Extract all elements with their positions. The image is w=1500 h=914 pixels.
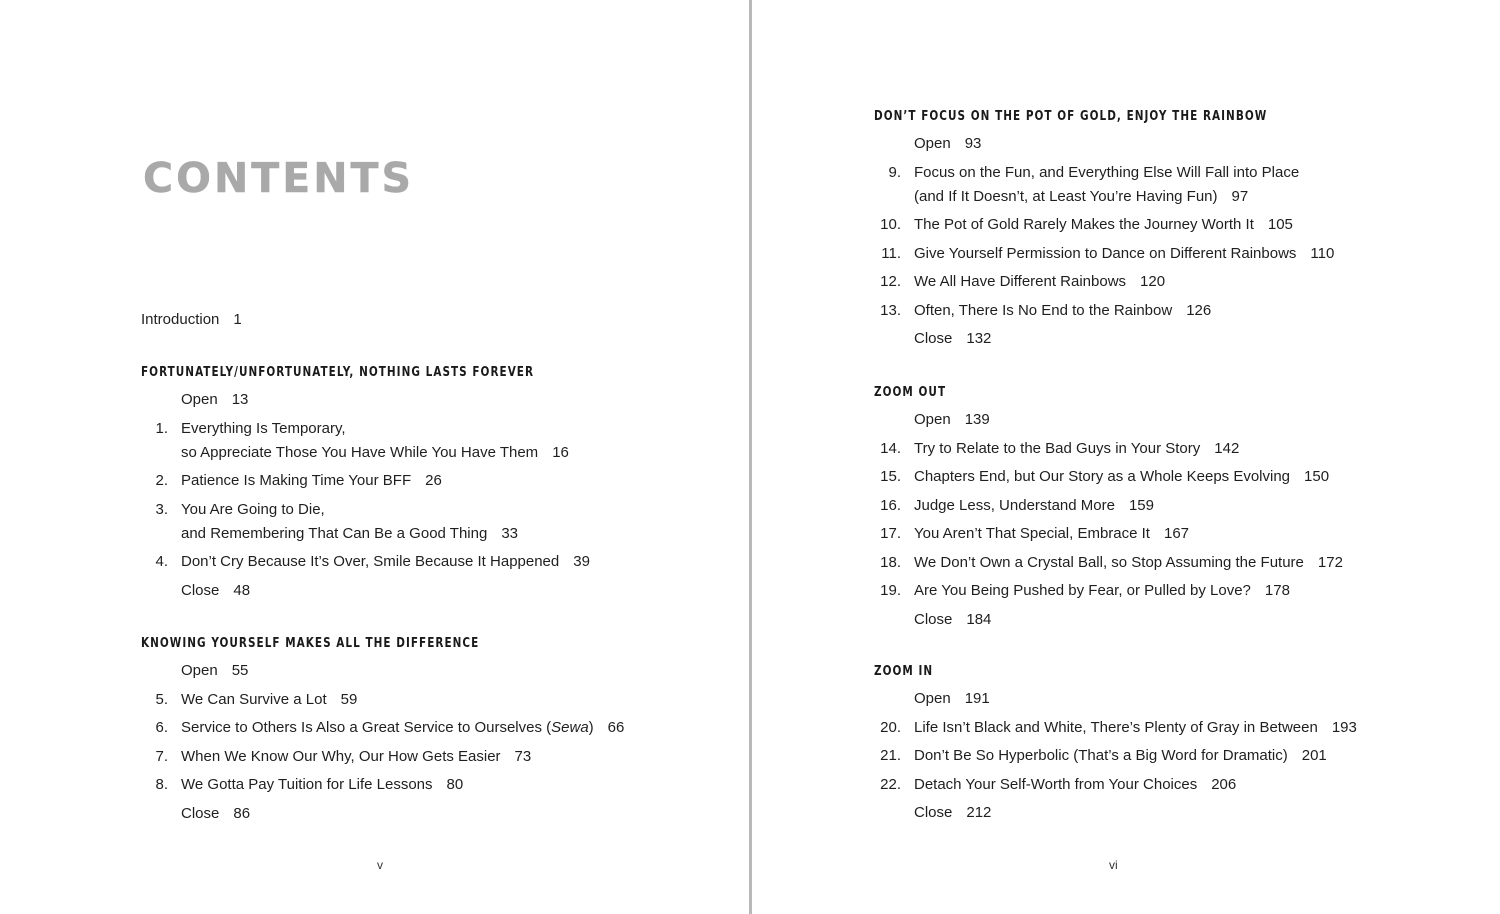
entry-title-text: We All Have Different Rainbows bbox=[914, 273, 1127, 290]
entry-title-line bbox=[914, 801, 991, 825]
entry-title-text: Open bbox=[914, 135, 951, 152]
entry-page-number: 206 bbox=[1211, 775, 1237, 793]
chapter-number: 11. bbox=[881, 244, 901, 262]
entry-page-number: 26 bbox=[425, 472, 442, 489]
entry-page-number: 86 bbox=[233, 804, 251, 822]
entry-title-line bbox=[914, 185, 1248, 209]
section-heading: ZOOM OUT bbox=[874, 384, 947, 400]
page-folio-left: v bbox=[377, 858, 383, 872]
entry-title-line bbox=[914, 579, 1290, 603]
entry-title-text: Give Yourself Permission to Dance on Different Rainbows bbox=[914, 244, 1297, 262]
chapter-number: 17. bbox=[880, 525, 901, 542]
section-heading: FORTUNATELY/UNFORTUNATELY, NOTHING LASTS FOREVER bbox=[141, 364, 535, 380]
entry-title-text: (and If It Doesn’t, at Least You’re Having Fun) bbox=[914, 187, 1218, 205]
entry-page-number: 48 bbox=[233, 581, 251, 599]
entry-page-number: 105 bbox=[1267, 216, 1293, 233]
entry-title-text: Close bbox=[181, 581, 220, 599]
chapter-number: 2. bbox=[155, 472, 168, 489]
entry-page-number: 97 bbox=[1231, 187, 1249, 205]
entry-title-line bbox=[914, 744, 1327, 768]
entry-title-text: Detach Your Self-Worth from Your Choices bbox=[914, 775, 1198, 793]
entry-page-number: 193 bbox=[1331, 718, 1357, 736]
entry-page-number: 39 bbox=[573, 553, 590, 570]
contents-heading: CONTENTS bbox=[143, 154, 415, 202]
entry-title-text: You Aren’t That Special, Embrace It bbox=[914, 525, 1150, 542]
entry-title-text: Don’t Be So Hyperbolic (That’s a Big Word for Dramatic) bbox=[914, 747, 1288, 764]
entry-page-number: 16 bbox=[552, 443, 569, 461]
entry-title-text: Close bbox=[181, 804, 220, 822]
entry-page-number: 142 bbox=[1214, 439, 1240, 457]
entry-title-text: and Remembering That Can Be a Good Thing bbox=[181, 524, 488, 542]
chapter-number: 1. bbox=[155, 419, 168, 437]
entry-page-number: 80 bbox=[446, 776, 464, 793]
entry-title-text: Close bbox=[914, 330, 953, 347]
entry-title-text: We Gotta Pay Tuition for Life Lessons bbox=[181, 776, 433, 793]
section-heading: KNOWING YOURSELF MAKES ALL THE DIFFERENCE bbox=[141, 635, 480, 651]
entry-title-text: Don’t Cry Because It’s Over, Smile Because It Happened bbox=[181, 553, 560, 570]
section-heading: ZOOM IN bbox=[874, 663, 934, 679]
entry-title-line bbox=[181, 745, 531, 769]
chapter-number: 5. bbox=[155, 690, 168, 708]
entry-title-line bbox=[914, 773, 1236, 797]
entry-page-number: 139 bbox=[964, 411, 990, 428]
right-page bbox=[753, 0, 1500, 914]
entry-title-line bbox=[181, 659, 248, 683]
chapter-number: 7. bbox=[155, 747, 168, 765]
chapter-number: 14. bbox=[880, 439, 901, 457]
entry-title-text: Judge Less, Understand More bbox=[914, 496, 1115, 514]
entry-title-line bbox=[181, 579, 250, 603]
entry-title-text: Chapters End, but Our Story as a Whole Keeps Evolving bbox=[914, 468, 1291, 485]
entry-page-number: 201 bbox=[1301, 747, 1327, 764]
entry-title-text: We Can Survive a Lot bbox=[181, 690, 327, 708]
chapter-number: 9. bbox=[888, 163, 901, 181]
entry-title-line bbox=[914, 327, 991, 351]
entry-title-text: Everything Is Temporary, bbox=[181, 419, 346, 437]
entry-title-text: so Appreciate Those You Have While You Have Them bbox=[181, 443, 539, 461]
entry-page-number: 178 bbox=[1264, 582, 1290, 599]
entry-title-line bbox=[914, 270, 1165, 294]
entry-title-line bbox=[914, 132, 981, 156]
entry-title-text: Try to Relate to the Bad Guys in Your Story bbox=[914, 439, 1201, 457]
entry-title-line bbox=[181, 417, 346, 441]
entry-title-text: Open bbox=[914, 690, 951, 707]
book-gutter bbox=[749, 0, 752, 914]
entry-title-line bbox=[914, 408, 990, 432]
entry-page-number: 159 bbox=[1128, 496, 1154, 514]
entry-page-number: 167 bbox=[1163, 525, 1190, 542]
entry-page-number: 120 bbox=[1140, 273, 1166, 290]
chapter-number: 18. bbox=[880, 553, 901, 571]
chapter-number: 21. bbox=[880, 747, 901, 764]
chapter-number: 3. bbox=[155, 500, 168, 518]
entry-page-number: 191 bbox=[964, 690, 990, 707]
chapter-number: 4. bbox=[155, 553, 168, 570]
entry-title-text: When We Know Our Why, Our How Gets Easier bbox=[181, 747, 501, 765]
entry-title-line bbox=[181, 688, 357, 712]
entry-title-text: Open bbox=[181, 391, 218, 408]
entry-title-text: Service to Others Is Also a Great Service to Ourselves (Sewa) bbox=[181, 719, 594, 736]
chapter-number: 20. bbox=[880, 718, 901, 736]
entry-page-number: 1 bbox=[233, 311, 242, 328]
entry-title-text: Life Isn’t Black and White, There’s Plenty of Gray in Between bbox=[914, 718, 1318, 736]
entry-title-line bbox=[914, 716, 1357, 740]
entry-title-line bbox=[181, 469, 442, 493]
entry-title-text: Often, There Is No End to the Rainbow bbox=[914, 301, 1173, 319]
entry-title-line bbox=[181, 441, 569, 465]
chapter-number: 16. bbox=[880, 496, 901, 514]
chapter-number: 6. bbox=[155, 719, 168, 736]
entry-page-number: 66 bbox=[607, 719, 625, 736]
entry-title-line bbox=[181, 550, 590, 574]
entry-page-number: 55 bbox=[231, 662, 249, 679]
entry-title-text: Focus on the Fun, and Everything Else Will Fall into Place bbox=[914, 163, 1300, 181]
entry-page-number: 110 bbox=[1310, 244, 1335, 262]
chapter-number: 13. bbox=[880, 301, 901, 319]
entry-page-number: 59 bbox=[340, 690, 358, 708]
entry-title-text: Open bbox=[181, 662, 218, 679]
entry-title-text: Open bbox=[914, 411, 951, 428]
entry-title-line bbox=[914, 299, 1211, 323]
entry-title-text: The Pot of Gold Rarely Makes the Journey Worth It bbox=[914, 216, 1254, 233]
entry-title-line bbox=[181, 388, 248, 412]
page-folio-right: vi bbox=[1109, 858, 1118, 872]
entry-title-text: Are You Being Pushed by Fear, or Pulled by Love? bbox=[914, 582, 1251, 599]
entry-title-text: Close bbox=[914, 804, 953, 821]
entry-title-line bbox=[914, 494, 1154, 518]
entry-title-line bbox=[181, 498, 325, 522]
section-heading: DON’T FOCUS ON THE POT OF GOLD, ENJOY THE RAINBOW bbox=[874, 108, 1268, 124]
entry-title-line bbox=[914, 608, 991, 632]
chapter-number: 19. bbox=[880, 582, 901, 599]
entry-title-line bbox=[914, 161, 1299, 185]
chapter-number: 10. bbox=[880, 216, 901, 233]
entry-page-number: 73 bbox=[514, 747, 532, 765]
entry-page-number: 33 bbox=[501, 524, 518, 542]
entry-page-number: 150 bbox=[1304, 468, 1330, 485]
entry-title-line bbox=[914, 213, 1293, 237]
entry-title-line bbox=[181, 802, 250, 826]
entry-page-number: 172 bbox=[1317, 553, 1343, 571]
entry-page-number: 13 bbox=[231, 391, 249, 408]
entry-title-text: You Are Going to Die, bbox=[181, 500, 325, 518]
entry-page-number: 132 bbox=[966, 330, 992, 347]
entry-title-line bbox=[181, 716, 624, 740]
entry-title-line bbox=[181, 522, 518, 546]
entry-page-number: 184 bbox=[966, 610, 992, 628]
entry-title-line bbox=[914, 465, 1329, 489]
entry-title-line bbox=[914, 242, 1334, 266]
entry-title-line bbox=[914, 687, 990, 711]
entry-page-number: 93 bbox=[964, 135, 982, 152]
entry-title-line bbox=[914, 551, 1343, 575]
entry-title-line bbox=[181, 773, 463, 797]
chapter-number: 15. bbox=[880, 468, 901, 485]
chapter-number: 12. bbox=[880, 273, 901, 290]
entry-title-line bbox=[914, 522, 1189, 546]
toc-entry-introduction bbox=[141, 311, 242, 328]
entry-title: Introduction bbox=[141, 311, 220, 328]
entry-title-text: Patience Is Making Time Your BFF bbox=[181, 472, 412, 489]
entry-title-text: We Don’t Own a Crystal Ball, so Stop Assuming the Future bbox=[914, 553, 1304, 571]
entry-title-line bbox=[914, 437, 1239, 461]
chapter-number: 8. bbox=[155, 776, 168, 793]
chapter-number: 22. bbox=[880, 775, 901, 793]
entry-title-text: Close bbox=[914, 610, 953, 628]
entry-page-number: 126 bbox=[1186, 301, 1212, 319]
entry-page-number: 212 bbox=[966, 804, 992, 821]
